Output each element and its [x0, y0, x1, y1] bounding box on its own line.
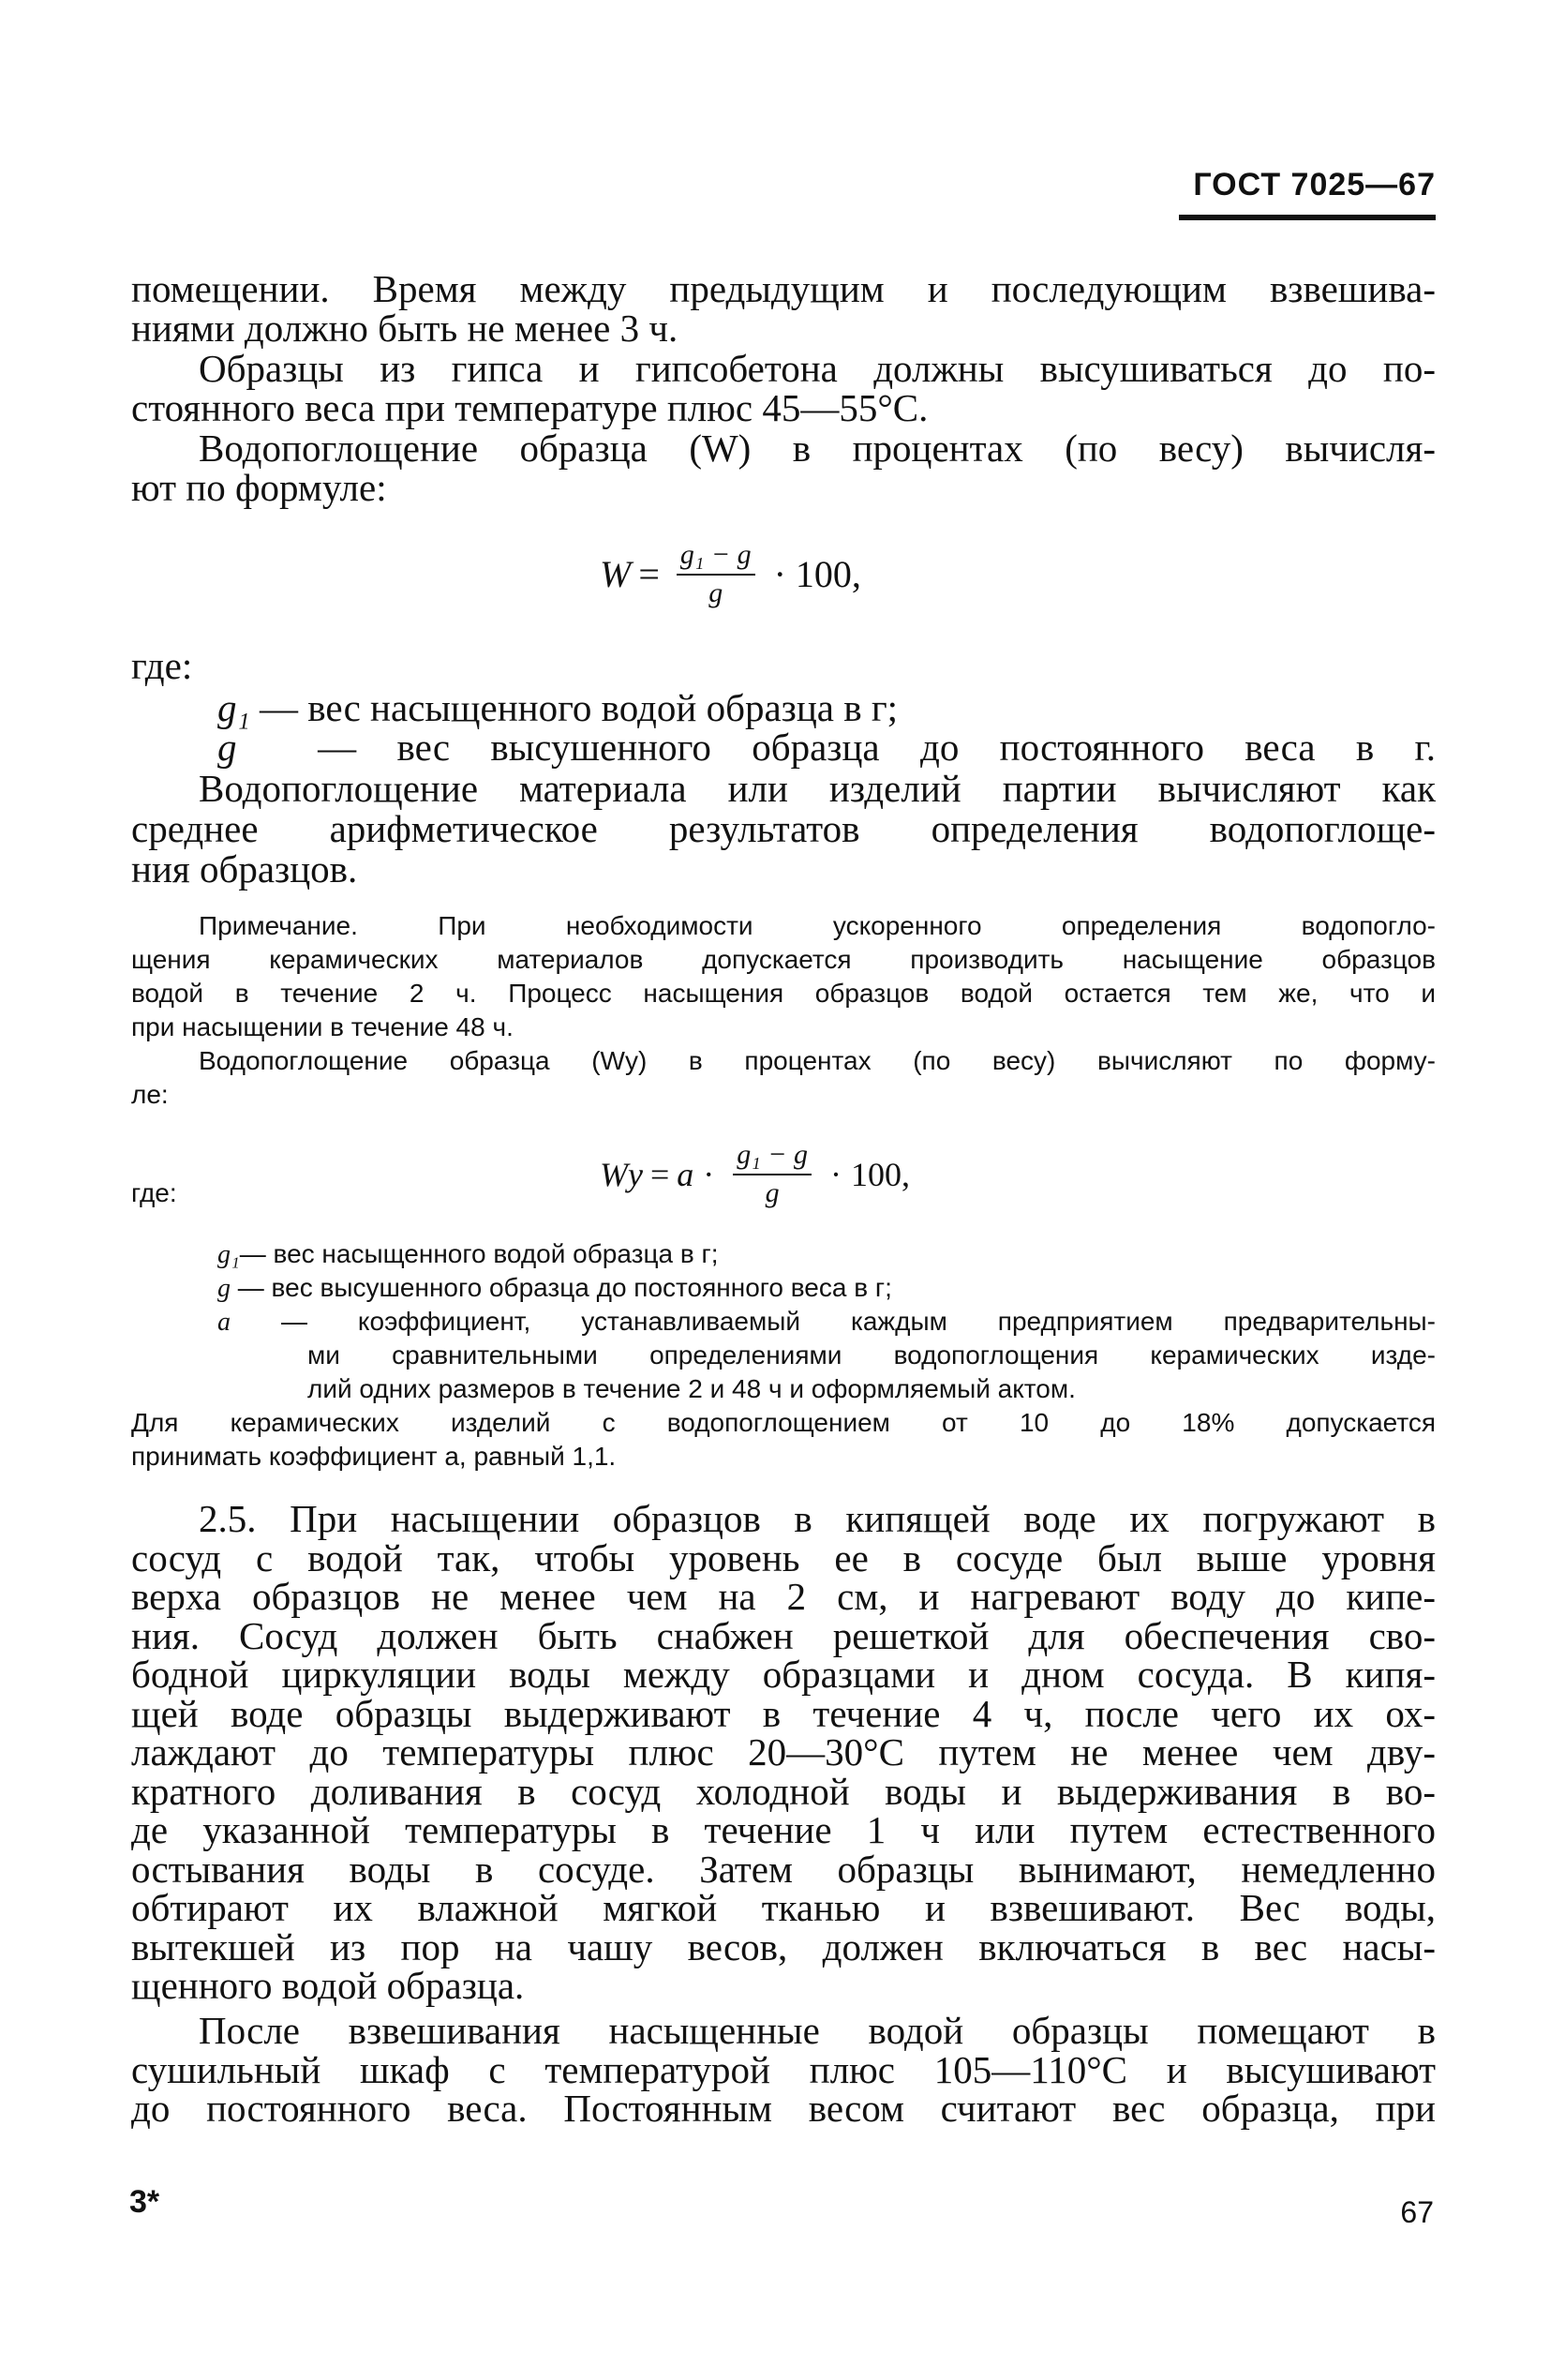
- text-line: Водопоглощение материала или изделий партии вычисляют как: [199, 767, 1436, 810]
- definition-a-continuation: [307, 1339, 1436, 1406]
- symbol-a: a: [217, 1308, 231, 1337]
- formula-coefficient: a: [677, 1155, 694, 1193]
- definition-g1: [217, 1237, 1436, 1271]
- symbol-g: g: [217, 725, 237, 769]
- intro-paragraph-1: [131, 267, 1436, 350]
- formula-lhs: Wу: [600, 1155, 643, 1193]
- formula-dot: ·: [829, 1155, 842, 1193]
- text-line: сушильный шкаф с температурой плюс 105—110°С и высушивают: [131, 2047, 1436, 2091]
- text-line: щей воде образцы выдерживают в течение 4 ч, после чего их ох-: [131, 1691, 1436, 1735]
- text-line: лий одних размеров в течение 2 и 48 ч и оформляемый актом.: [307, 1374, 1076, 1403]
- text-line: ния образцов.: [131, 847, 358, 891]
- text-line: Образцы из гипса и гипсобетона должны высушиваться до по-: [199, 347, 1436, 390]
- header-rule: [1179, 215, 1436, 220]
- note-line: ле:: [131, 1080, 169, 1109]
- where-label: где:: [131, 644, 193, 687]
- formula-multiplier: 100,: [850, 1155, 910, 1193]
- text-line: щенного водой образца.: [131, 1964, 525, 2007]
- definition-g: [217, 1271, 1436, 1305]
- text-line: ниями должно быть не менее 3 ч.: [131, 306, 678, 350]
- text-line: принимать коэффициент a, равный 1,1.: [131, 1442, 617, 1471]
- text-line: стоянного веса при температуре плюс 45—55°С.: [131, 385, 929, 429]
- definition-text: — вес насыщенного водой образца в г;: [239, 1239, 719, 1268]
- formula-equals: =: [638, 553, 660, 595]
- printer-signature: 3*: [129, 2184, 160, 2220]
- formula-fraction: [733, 1139, 812, 1209]
- definition-text: — вес высушенного образца до постоянного веса в г.: [318, 725, 1436, 769]
- symbol-g1: g₁: [217, 686, 250, 729]
- text-line: остывания воды в сосуде. Затем образцы вынимают, немедленно: [131, 1847, 1436, 1891]
- formula-lhs: W: [600, 553, 632, 595]
- note-line: Водопоглощение образца (Wу) в процентах (по весу) вычисляют по форму-: [199, 1046, 1436, 1075]
- note-line: водой в течение 2 ч. Процесс насыщения образцов водой остается тем же, что и: [131, 979, 1436, 1008]
- page-header: [1179, 167, 1436, 220]
- formula-equals: =: [649, 1155, 670, 1193]
- where-label: где:: [131, 1178, 177, 1207]
- fraction-numerator: g₁ − g: [733, 1139, 812, 1175]
- formula-dot: ·: [703, 1155, 715, 1193]
- definition-text: — вес высушенного образца до постоянного веса в г;: [237, 1273, 892, 1302]
- symbol-g: g: [217, 1274, 231, 1303]
- page-number: 67: [1400, 2195, 1434, 2229]
- standard-number: ГОСТ 7025—67: [1193, 167, 1436, 202]
- definition-g: [217, 725, 1436, 769]
- note-line: щения керамических материалов допускается производить насыщение образцов: [131, 945, 1436, 974]
- text-line: Для керамических изделий с водопоглощением от 10 до 18% допускается: [131, 1408, 1436, 1437]
- formula-multiplier: 100,: [795, 553, 861, 595]
- text-line: среднее арифметическое результатов определения водопоглоще-: [131, 807, 1436, 850]
- text-line: сосуд с водой так, чтобы уровень ее в сосуде был выше уровня: [131, 1535, 1436, 1579]
- text-line: ют по формуле:: [131, 465, 387, 509]
- text-line: ми сравнительными определениями водопоглощения керамических изде-: [307, 1340, 1436, 1370]
- definition-g1: [217, 686, 1436, 729]
- section-2-5: [131, 1497, 1436, 2007]
- note-line: при насыщении в течение 48 ч.: [131, 1012, 514, 1041]
- coefficient-note: [131, 1406, 1436, 1474]
- text-line: помещении. Время между предыдущим и последующим взвешива-: [131, 267, 1436, 310]
- text-line: После взвешивания насыщенные водой образцы помещают в: [199, 2009, 1436, 2052]
- fraction-denominator: g: [765, 1177, 780, 1208]
- text-line: вытекшей из пор на чашу весов, должен включаться в вес насы-: [131, 1924, 1436, 1968]
- text-line: кратного доливания в сосуд холодной воды и выдерживания в во-: [131, 1769, 1436, 1813]
- drying-paragraph: [131, 2009, 1436, 2130]
- where-block-1: [131, 644, 1436, 687]
- fraction-denominator: g: [708, 577, 723, 608]
- formula-water-absorption: [600, 539, 861, 609]
- formula-dot: ·: [773, 553, 786, 595]
- text-line: бодной циркуляции воды между образцами и дном сосуда. В кипя-: [131, 1653, 1436, 1696]
- formula-accelerated: [600, 1139, 910, 1209]
- note-block: [131, 909, 1436, 1112]
- text-line: Водопоглощение образца (W) в процентах (по весу) вычисля-: [199, 427, 1436, 470]
- text-line: ния. Сосуд должен быть снабжен решеткой для обеспечения сво-: [131, 1613, 1436, 1657]
- definition-text: — коэффициент, устанавливаемый каждым предприятием предварительны-: [280, 1307, 1436, 1336]
- fraction-numerator: g₁ − g: [677, 539, 755, 576]
- text-line: верха образцов не менее чем на 2 см, и нагревают воду до кипе-: [131, 1575, 1436, 1618]
- average-paragraph: [131, 769, 1436, 890]
- intro-paragraph-2: [131, 347, 1436, 429]
- definition-a: [217, 1305, 1436, 1339]
- definition-text: — вес насыщенного водой образца в г;: [260, 686, 899, 729]
- text-line: лаждают до температуры плюс 20—30°С путем не менее чем дву-: [131, 1730, 1436, 1774]
- text-line: обтирают их влажной мягкой тканью и взвешивают. Вес воды,: [131, 1886, 1436, 1929]
- where-definitions-1: [217, 686, 1436, 769]
- symbol-g1: g₁: [217, 1240, 240, 1269]
- formula-fraction: [677, 539, 755, 609]
- note-line: Примечание. При необходимости ускоренного определения водопогло-: [199, 911, 1436, 940]
- intro-paragraph-3: [131, 429, 1436, 507]
- text-line: де указанной температуры в течение 1 ч или путем естественного: [131, 1808, 1436, 1851]
- text-line: 2.5. При насыщении образцов в кипящей воде их погружают в: [199, 1497, 1436, 1540]
- text-line: до постоянного веса. Постоянным весом считают вес образца, при: [131, 2087, 1436, 2130]
- where-definitions-2: [217, 1237, 1436, 1339]
